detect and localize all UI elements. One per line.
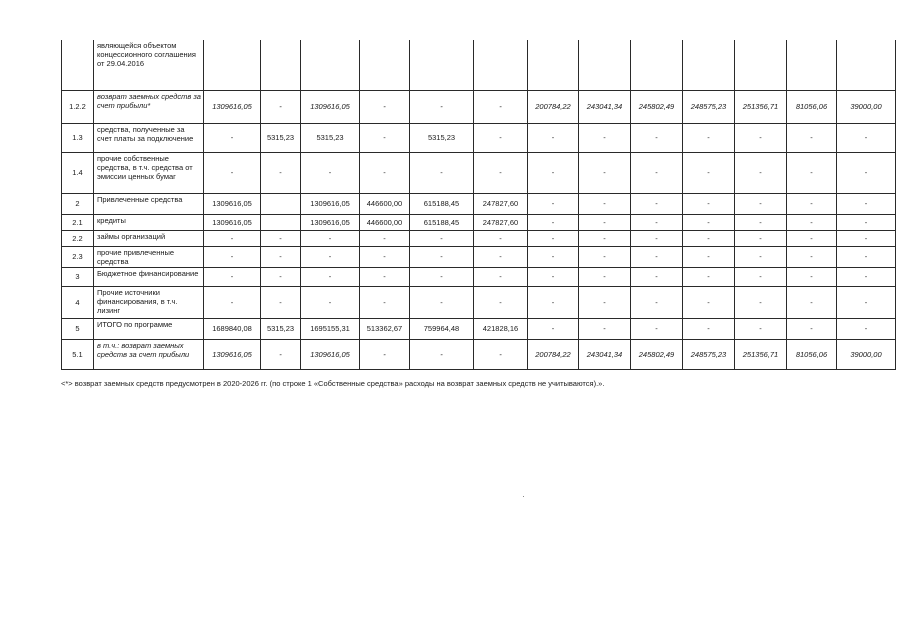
value-cell: - (683, 267, 735, 286)
value-cell: - (579, 152, 631, 193)
value-cell: - (837, 193, 896, 214)
value-cell (360, 40, 410, 90)
value-cell: - (631, 267, 683, 286)
value-cell: - (735, 246, 787, 267)
row-number-cell: 5.1 (62, 339, 94, 369)
value-cell: - (631, 152, 683, 193)
value-cell: 446600,00 (360, 193, 410, 214)
row-label-cell: Бюджетное финансирование (94, 267, 204, 286)
value-cell: - (683, 214, 735, 230)
value-cell: - (837, 318, 896, 339)
value-cell: - (261, 267, 301, 286)
value-cell: 5315,23 (261, 318, 301, 339)
value-cell: - (301, 267, 360, 286)
table-row (62, 152, 896, 193)
value-cell: - (301, 230, 360, 246)
value-cell: - (474, 152, 528, 193)
value-cell: - (528, 123, 579, 152)
value-cell (787, 40, 837, 90)
table-row (62, 286, 896, 318)
value-cell: - (410, 246, 474, 267)
table-row (62, 214, 896, 230)
value-cell: - (474, 286, 528, 318)
value-cell: - (837, 286, 896, 318)
table-row (62, 246, 896, 267)
value-cell: - (631, 193, 683, 214)
table-body (62, 40, 896, 369)
value-cell: 446600,00 (360, 214, 410, 230)
value-cell: 39000,00 (837, 90, 896, 123)
value-cell: 5315,23 (261, 123, 301, 152)
value-cell: - (204, 286, 261, 318)
value-cell: 243041,34 (579, 90, 631, 123)
value-cell: 5315,23 (410, 123, 474, 152)
row-number-cell: 1.3 (62, 123, 94, 152)
value-cell: - (787, 246, 837, 267)
value-cell: - (360, 339, 410, 369)
value-cell: 615188,45 (410, 193, 474, 214)
value-cell: 1695155,31 (301, 318, 360, 339)
footnote: <*> возврат заемных средств предусмотрен в 2020-2026 гг. (по строке 1 «Собственные средства» расходы на возврат заемных средств не учитываются).». (61, 379, 605, 388)
row-number-cell (62, 40, 94, 90)
value-cell: 251356,71 (735, 90, 787, 123)
value-cell: - (631, 286, 683, 318)
table-row (62, 230, 896, 246)
value-cell: 615188,45 (410, 214, 474, 230)
value-cell: 81056,06 (787, 339, 837, 369)
value-cell: 1309616,05 (301, 90, 360, 123)
value-cell: - (474, 230, 528, 246)
value-cell: - (410, 339, 474, 369)
table-row (62, 267, 896, 286)
value-cell: 245802,49 (631, 339, 683, 369)
table-row (62, 318, 896, 339)
value-cell: - (579, 214, 631, 230)
value-cell: - (261, 152, 301, 193)
value-cell: - (683, 246, 735, 267)
value-cell: 39000,00 (837, 339, 896, 369)
value-cell: - (301, 152, 360, 193)
value-cell: - (360, 267, 410, 286)
value-cell: - (410, 90, 474, 123)
value-cell: - (474, 267, 528, 286)
value-cell: 1689840,08 (204, 318, 261, 339)
value-cell: - (579, 246, 631, 267)
value-cell: - (735, 193, 787, 214)
value-cell: - (735, 286, 787, 318)
value-cell: - (204, 267, 261, 286)
value-cell: 247827,60 (474, 193, 528, 214)
value-cell (631, 40, 683, 90)
value-cell: - (735, 318, 787, 339)
value-cell (204, 40, 261, 90)
row-number-cell: 2.1 (62, 214, 94, 230)
value-cell: - (631, 214, 683, 230)
value-cell: 248575,23 (683, 339, 735, 369)
value-cell: - (261, 230, 301, 246)
value-cell: - (204, 230, 261, 246)
value-cell: 243041,34 (579, 339, 631, 369)
value-cell: - (683, 230, 735, 246)
value-cell: - (301, 246, 360, 267)
row-label-cell: прочие собственные средства, в т.ч. средства от эмиссии ценных бумаг (94, 152, 204, 193)
value-cell: - (735, 230, 787, 246)
value-cell (837, 40, 896, 90)
row-label-cell: Привлеченные средства (94, 193, 204, 214)
value-cell: - (360, 152, 410, 193)
value-cell: - (528, 246, 579, 267)
value-cell: - (735, 123, 787, 152)
row-number-cell: 5 (62, 318, 94, 339)
value-cell: - (837, 214, 896, 230)
value-cell: - (837, 246, 896, 267)
value-cell: - (528, 152, 579, 193)
value-cell: - (683, 123, 735, 152)
value-cell: 759964,48 (410, 318, 474, 339)
value-cell (261, 193, 301, 214)
row-label-cell: прочие привлеченные средства (94, 246, 204, 267)
row-label-cell: ИТОГО по программе (94, 318, 204, 339)
value-cell: - (787, 123, 837, 152)
value-cell: - (360, 230, 410, 246)
value-cell: - (410, 152, 474, 193)
value-cell (735, 40, 787, 90)
value-cell: 1309616,05 (204, 214, 261, 230)
value-cell (474, 40, 528, 90)
row-label-cell: займы организаций (94, 230, 204, 246)
value-cell: 1309616,05 (301, 214, 360, 230)
value-cell: 1309616,05 (301, 339, 360, 369)
value-cell: - (528, 286, 579, 318)
value-cell: - (837, 152, 896, 193)
value-cell: - (631, 246, 683, 267)
value-cell (528, 40, 579, 90)
row-label-cell: являющейся объектом концессионного соглашения от 29.04.2016 (94, 40, 204, 90)
value-cell: - (360, 286, 410, 318)
row-label-cell: возврат заемных средств за счет прибыли* (94, 90, 204, 123)
value-cell (683, 40, 735, 90)
scan-speck (523, 496, 524, 497)
value-cell: - (683, 193, 735, 214)
value-cell: - (579, 123, 631, 152)
value-cell: 1309616,05 (204, 339, 261, 369)
value-cell (261, 214, 301, 230)
value-cell: - (735, 214, 787, 230)
row-number-cell: 4 (62, 286, 94, 318)
value-cell: - (204, 123, 261, 152)
value-cell: - (579, 318, 631, 339)
table-row (62, 193, 896, 214)
value-cell: - (474, 123, 528, 152)
value-cell: 1309616,05 (301, 193, 360, 214)
row-number-cell: 3 (62, 267, 94, 286)
value-cell: - (579, 267, 631, 286)
row-number-cell: 1.2.2 (62, 90, 94, 123)
value-cell: 245802,49 (631, 90, 683, 123)
value-cell: - (261, 246, 301, 267)
value-cell: 248575,23 (683, 90, 735, 123)
value-cell (261, 40, 301, 90)
value-cell: - (787, 267, 837, 286)
row-label-cell: Прочие источники финансирования, в т.ч. лизинг (94, 286, 204, 318)
value-cell: 1309616,05 (204, 193, 261, 214)
row-label-cell: средства, полученные за счет платы за подключение (94, 123, 204, 152)
value-cell: 200784,22 (528, 90, 579, 123)
value-cell: - (787, 230, 837, 246)
value-cell: - (410, 230, 474, 246)
value-cell: - (528, 267, 579, 286)
value-cell: - (360, 90, 410, 123)
row-number-cell: 1.4 (62, 152, 94, 193)
value-cell: - (261, 339, 301, 369)
value-cell (410, 40, 474, 90)
value-cell (579, 40, 631, 90)
row-number-cell: 2 (62, 193, 94, 214)
value-cell: - (683, 286, 735, 318)
value-cell: - (837, 230, 896, 246)
value-cell: - (474, 90, 528, 123)
value-cell (301, 40, 360, 90)
financing-table (61, 40, 896, 370)
value-cell: - (579, 286, 631, 318)
value-cell: - (204, 152, 261, 193)
value-cell: - (360, 123, 410, 152)
value-cell: 5315,23 (301, 123, 360, 152)
value-cell: - (631, 123, 683, 152)
value-cell: - (837, 123, 896, 152)
value-cell: - (528, 318, 579, 339)
value-cell: - (787, 193, 837, 214)
value-cell: - (787, 152, 837, 193)
value-cell: - (528, 230, 579, 246)
table-row (62, 90, 896, 123)
value-cell: - (360, 246, 410, 267)
table-row (62, 123, 896, 152)
value-cell: - (528, 193, 579, 214)
value-cell: 81056,06 (787, 90, 837, 123)
row-number-cell: 2.2 (62, 230, 94, 246)
value-cell: - (474, 339, 528, 369)
value-cell: 247827,60 (474, 214, 528, 230)
value-cell: 200784,22 (528, 339, 579, 369)
value-cell: 421828,16 (474, 318, 528, 339)
row-label-cell: кредиты (94, 214, 204, 230)
row-label-cell: в т.ч.: возврат заемных средств за счет прибыли (94, 339, 204, 369)
value-cell: - (579, 230, 631, 246)
value-cell: - (735, 152, 787, 193)
value-cell: - (787, 214, 837, 230)
value-cell: - (631, 318, 683, 339)
value-cell: 251356,71 (735, 339, 787, 369)
value-cell: - (261, 90, 301, 123)
value-cell: - (474, 246, 528, 267)
table-row (62, 40, 896, 90)
value-cell: - (787, 286, 837, 318)
value-cell: - (683, 152, 735, 193)
value-cell: - (410, 286, 474, 318)
value-cell: - (631, 230, 683, 246)
value-cell: - (410, 267, 474, 286)
value-cell: - (579, 193, 631, 214)
value-cell: 513362,67 (360, 318, 410, 339)
value-cell: - (735, 267, 787, 286)
value-cell: - (683, 318, 735, 339)
row-number-cell: 2.3 (62, 246, 94, 267)
value-cell: 1309616,05 (204, 90, 261, 123)
value-cell: - (204, 246, 261, 267)
value-cell: - (528, 214, 579, 230)
table-row (62, 339, 896, 369)
value-cell: - (261, 286, 301, 318)
value-cell: - (301, 286, 360, 318)
value-cell: - (837, 267, 896, 286)
value-cell: - (787, 318, 837, 339)
